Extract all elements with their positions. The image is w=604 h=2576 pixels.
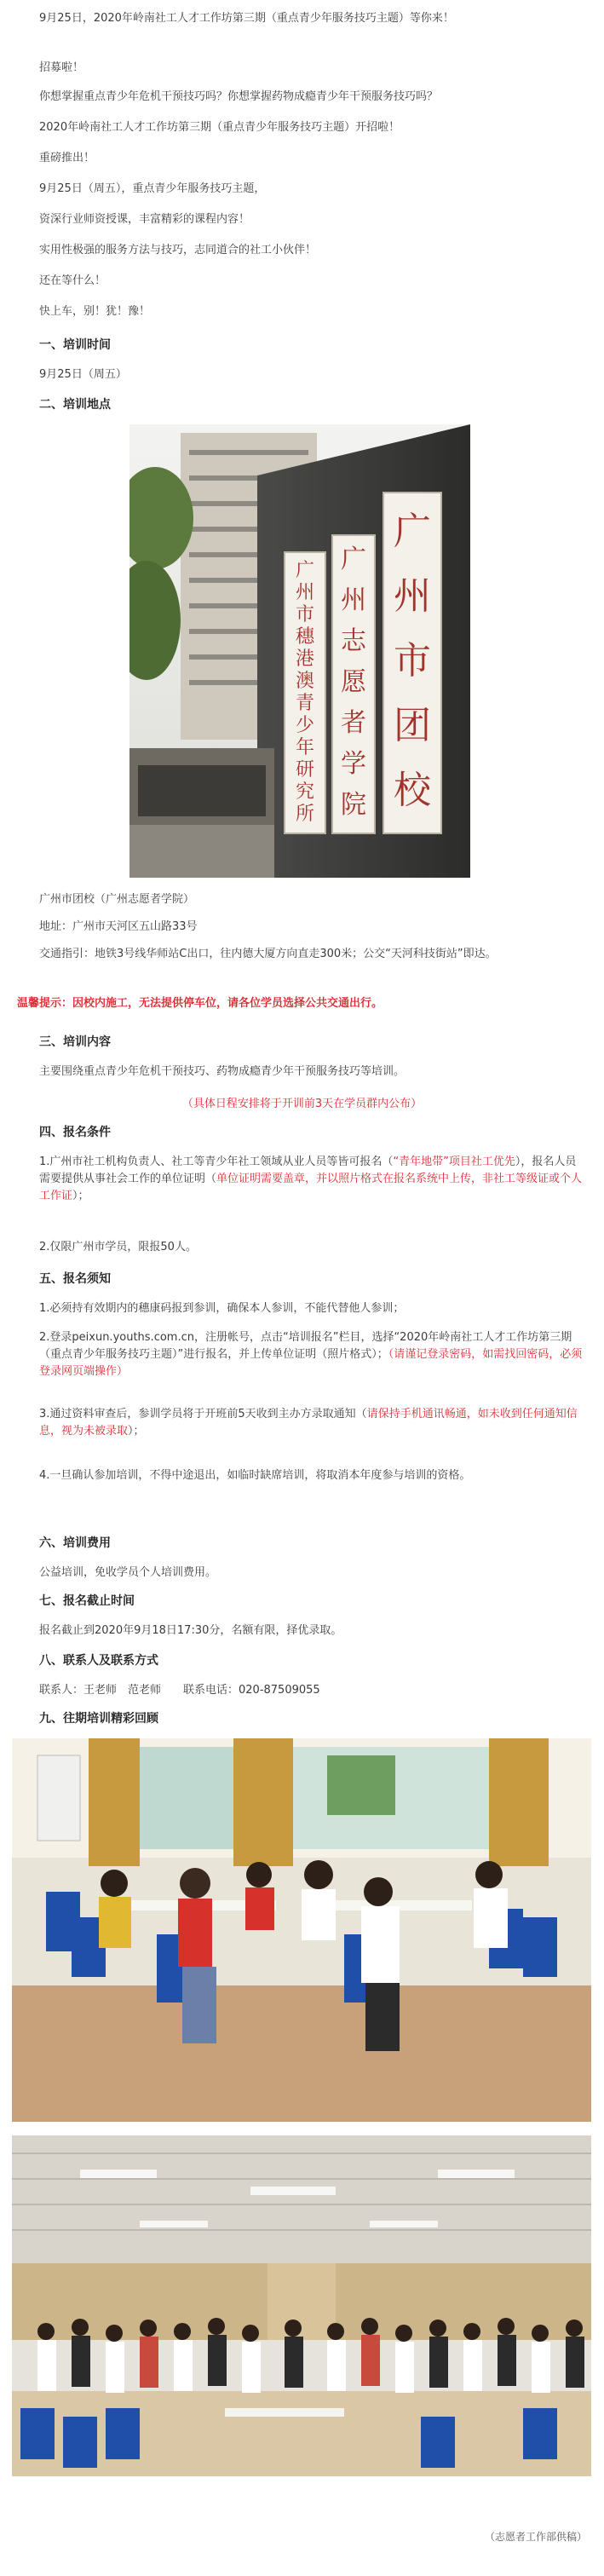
intro-line-4: 2020年岭南社工人才工作坊第三期（重点青少年服务技巧主题）开招啦！ [39,121,400,134]
section-7-title: 七、报名截止时间 [39,1594,135,1608]
section-8-contact: 联系人：王老师 范老师 联系电话：020-87509055 [39,1684,320,1697]
section-8-title: 八、联系人及联系方式 [39,1654,158,1668]
article-footer: （志愿者工作部供稿） [484,2531,587,2543]
section-5-item-3-highlight: 请保持手机通讯畅通，如未收到任何通知信息，视为未被录取 [39,1408,578,1438]
intro-line-7: 资深行业师资授课，丰富精彩的课程内容！ [39,213,250,226]
section-2-place: 广州市团校（广州志愿者学院） [39,893,195,906]
intro-line-3: 你想掌握重点青少年危机干预技巧吗？你想掌握药物成瘾青少年干预服务技巧吗？ [39,90,439,103]
intro-line-1: 9月25日，2020年岭南社工人才工作坊第三期（重点青少年服务技巧主题）等你来！ [39,12,454,25]
sign-youth-school: 广州市团校 [394,510,431,812]
section-2-address: 地址：广州市天河区五山路33号 [39,920,198,933]
section-4-item-1-part-b: ），报名人员需要提供从事社会工作的单位证明（ [39,1155,577,1185]
intro-line-8: 实用性极强的服务方法与技巧，志同道合的社工小伙伴！ [39,244,317,256]
section-5-item-3-end: ）； [128,1425,145,1438]
school-building-illustration [129,424,470,878]
section-9-title: 九、往期培训精彩回顾 [39,1712,158,1726]
section-4-title: 四、报名条件 [39,1126,111,1139]
sign-research-institute: 广州市穗港澳青少年研究所 [295,560,315,825]
section-6-title: 六、培训费用 [39,1536,111,1550]
section-5-item-1: 1.必须持有效期内的穗康码报到参训，确保本人参训，不能代替他人参训； [39,1302,405,1315]
section-2-warning: 温馨提示：因校内施工，无法提供停车位，请各位学员选择公共交通出行。 [17,997,383,1010]
sign-volunteer-academy: 广州志愿者学院 [341,545,366,820]
section-5-item-4: 4.一旦确认参加培训，不得中途退出，如临时缺席培训，将取消本年度参与培训的资格。 [39,1469,471,1482]
section-5-item-3 [39,1406,584,1440]
intro-line-5: 重磅推出！ [39,152,95,164]
section-4-item-1-part-c: ）； [72,1190,89,1202]
past-training-photo-1 [12,1738,591,2122]
classroom-discussion-illustration [12,1738,591,2122]
section-5-item-2-highlight: （请谨记登录密码，如需找回密码，必须登录网页端操作） [39,1348,583,1378]
section-2-title: 二、培训地点 [39,398,111,412]
section-2-transport: 交通指引：地铁3号线华师站C出口，往内德大厦方向直走300米；公交“天河科技街站”即达。 [39,948,497,960]
section-3-title: 三、培训内容 [39,1035,111,1049]
section-7-content: 报名截止到2020年9月18日17:30分，名额有限，择优录取。 [39,1624,342,1637]
section-4-item-1-part-a: 1.广州市社工机构负责人、社工等青少年社工领域从业人员等皆可报名（ [39,1155,394,1168]
section-4-item-1-highlight-2: 单位证明需要盖章，并以照片格式在报名系统中上传，非社工等级证或个人工作证 [39,1173,583,1202]
school-building-photo [129,424,470,878]
section-4-item-1-highlight-1: “青年地带”项目社工优先 [393,1155,515,1168]
group-exercise-illustration [12,2135,591,2476]
section-1-title: 一、培训时间 [39,338,111,352]
past-training-photo-2 [12,2135,591,2476]
section-4-item-1 [39,1154,584,1205]
intro-line-6: 9月25日（周五），重点青少年服务技巧主题， [39,182,266,195]
section-3-content: 主要围绕重点青少年危机干预技巧、药物成瘾青少年干预服务技巧等培训。 [39,1065,406,1078]
section-5-item-2 [39,1329,584,1380]
section-6-content: 公益培训，免收学员个人培训费用。 [39,1566,217,1579]
intro-line-2: 招募啦！ [39,61,84,74]
section-1-content: 9月25日（周五） [39,368,127,381]
section-3-note: （具体日程安排将于开训前3天在学员群内公布） [181,1098,423,1110]
section-4-item-2: 2.仅限广州市学员，限报50人。 [39,1241,197,1253]
section-5-item-2-text: 2.登录peixun.youths.com.cn，注册帐号，点击“培训报名”栏目，选择“2020年岭南社工人才工作坊第三期（重点青少年服务技巧主题）”进行报名，并上传单位证明（照片格式）； [39,1331,572,1361]
section-5-title: 五、报名须知 [39,1272,111,1286]
section-5-item-3-text: 3.通过资料审查后，参训学员将于开班前5天收到主办方录取通知（ [39,1408,367,1421]
intro-line-10: 快上车，别！犹！豫！ [39,305,151,318]
intro-line-9: 还在等什么！ [39,274,106,287]
